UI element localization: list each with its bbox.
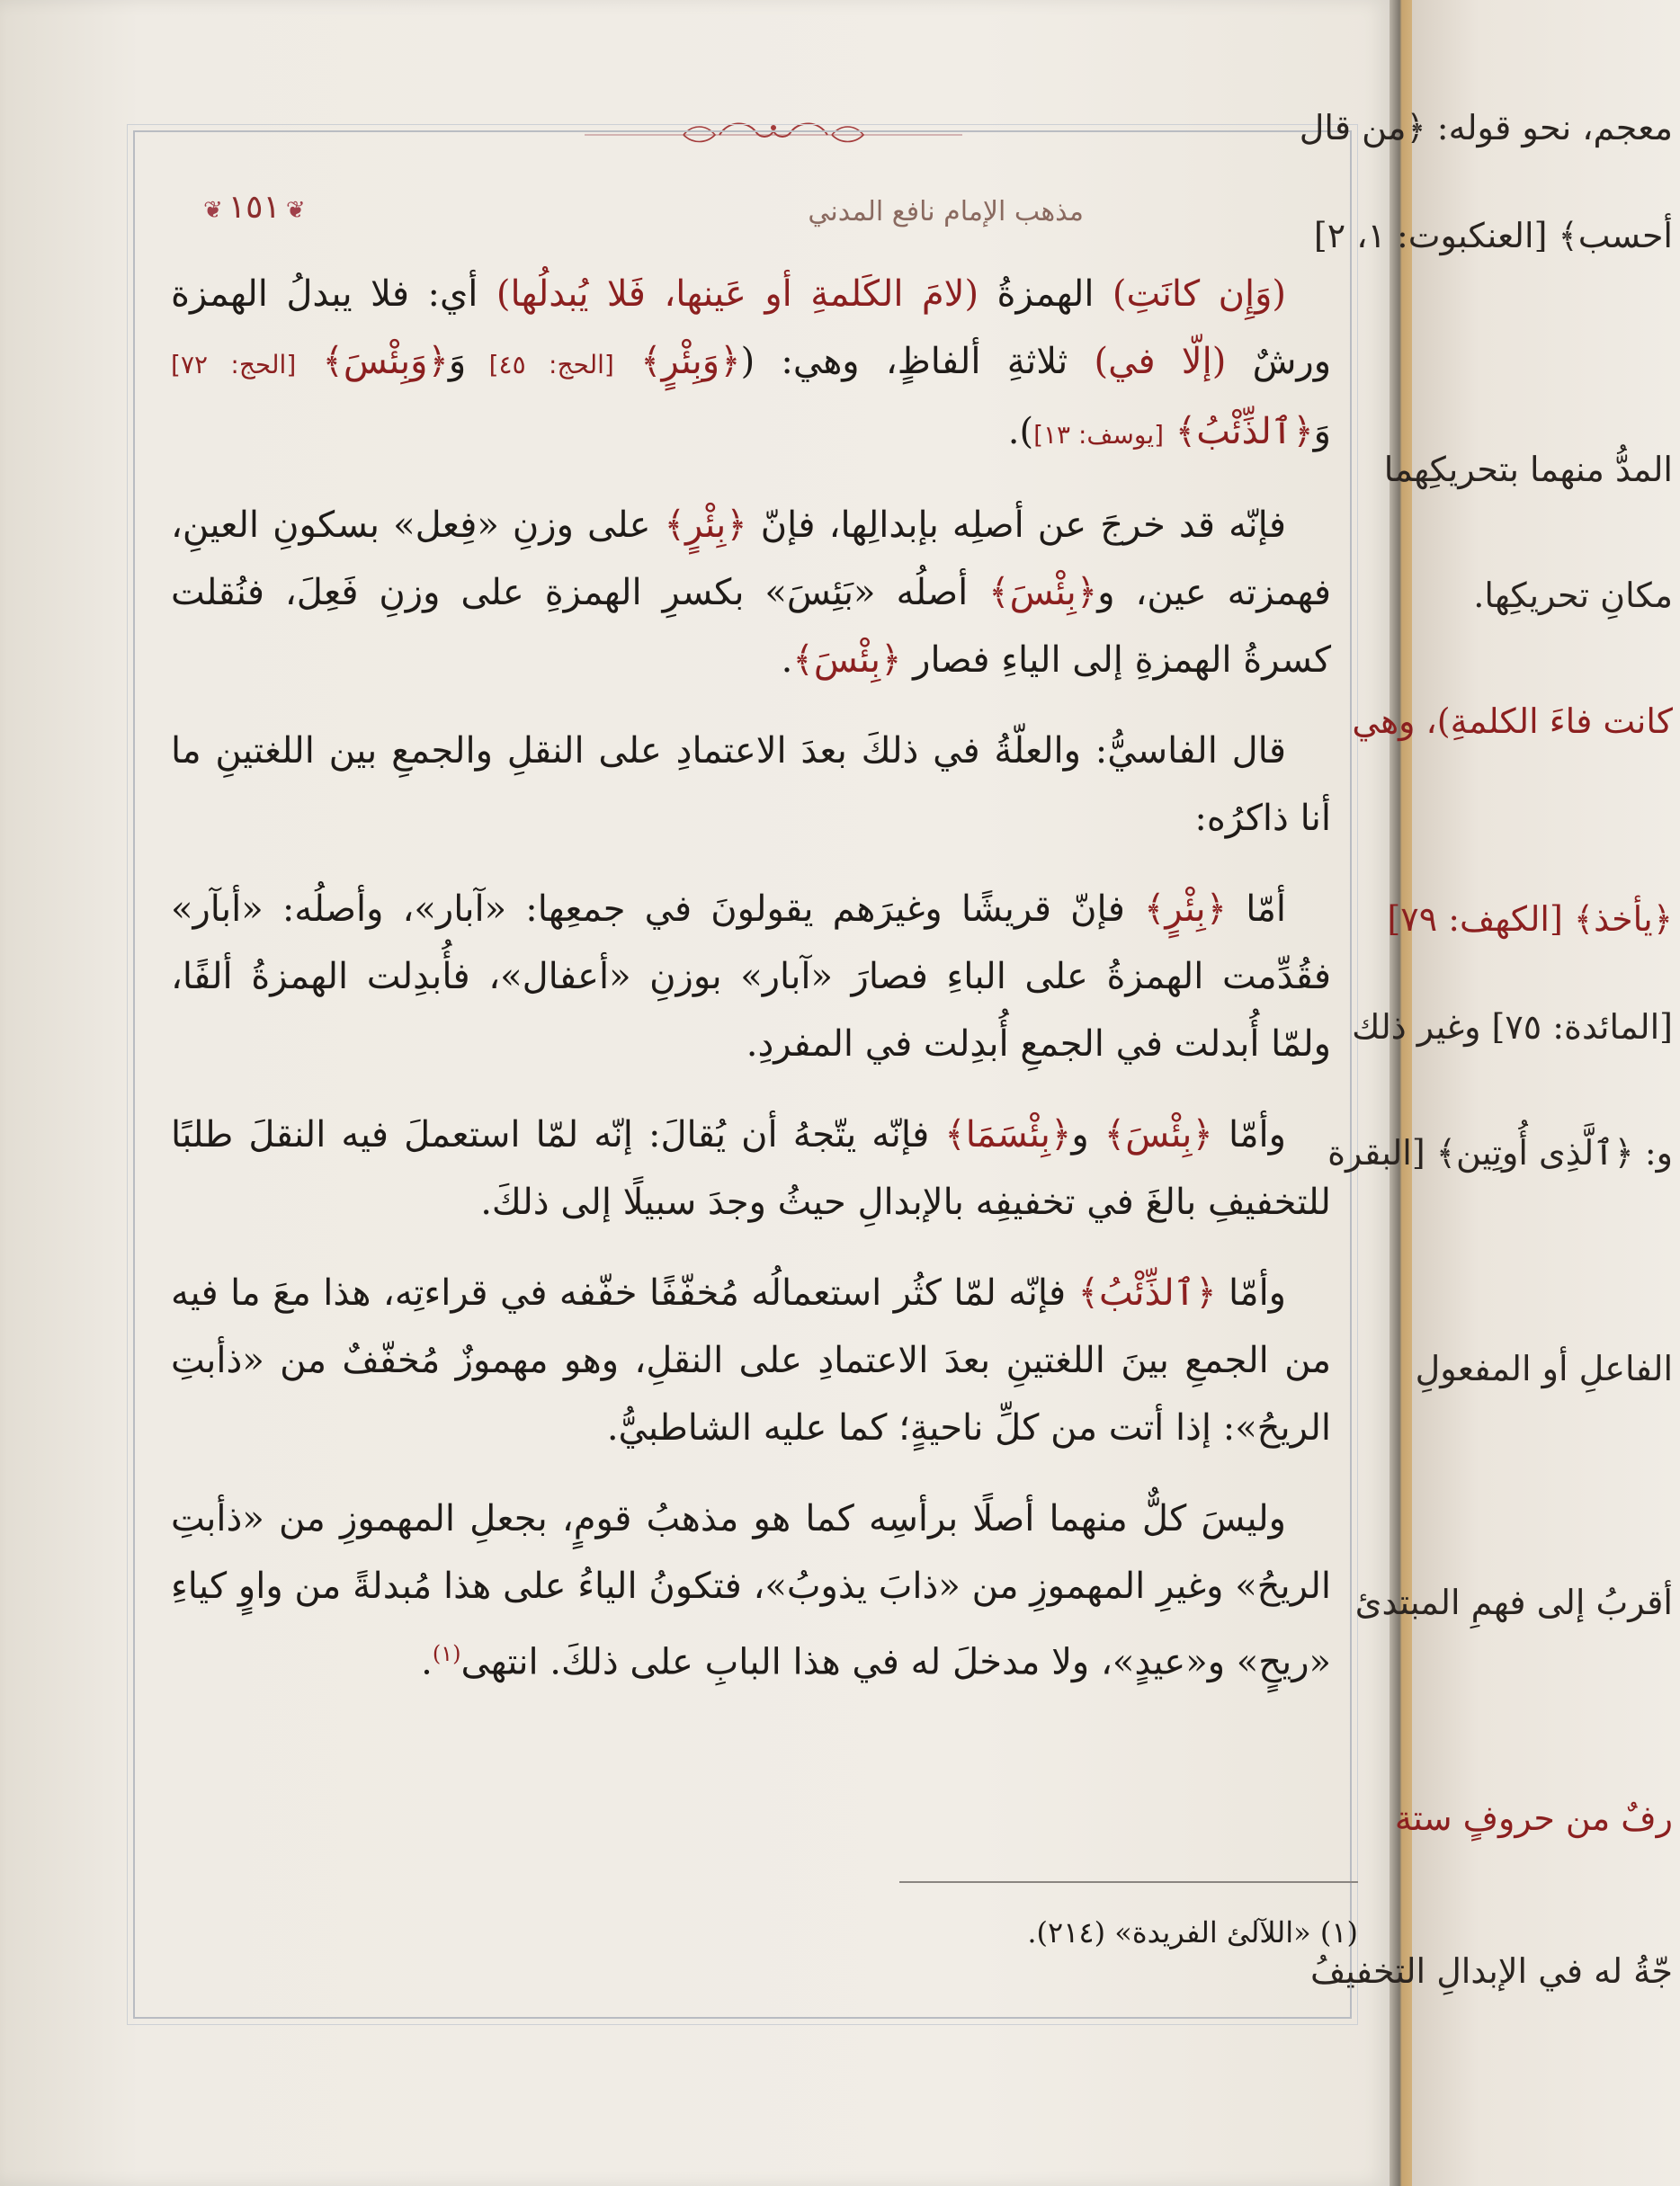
text-segment: ). [1007, 411, 1034, 452]
paragraph [171, 718, 1331, 852]
text-segment: الهمزةُ [979, 273, 1095, 315]
highlighted-text: (إلّا في) [1068, 341, 1227, 382]
paragraph [171, 876, 1331, 1078]
text-segment: قال الفاسيُّ: والعلّةُ في ذلكَ بعدَ الاعتمادِ على النقلِ والجمعِ بين اللغتينِ ما أنا ذاكرُه: [171, 730, 1331, 839]
highlighted-text: ﴿بِئْسَ﴾ [968, 572, 1098, 613]
highlighted-text: ﴿ٱلذِّئْبُ﴾ [1164, 411, 1314, 452]
paragraph [171, 261, 1331, 468]
running-head: مذهب الإمام نافع المدني [808, 196, 1084, 228]
text-segment: على وزنِ «فِعل» بسكونِ العينِ، فهمزته عين، و [171, 504, 1331, 613]
flourish-icon: ❦ [285, 197, 306, 224]
facing-line: [المائدة: ٧٥] وغير ذلك [1352, 1007, 1673, 1047]
facing-line: ﴿يأخذ﴾ [الكهف: ٧٩] [1387, 899, 1673, 939]
facing-line: أحسب﴾ [العنكبوت: ١، ٢] [1313, 216, 1673, 255]
text-segment: وَ [1313, 411, 1331, 452]
text-segment: وليسَ كلٌّ منهما أصلًا برأسِه كما هو مذهبُ قومٍ، بجعلِ المهموزِ من «ذأبتِ الريحُ» وغيرِ المهموزِ من «ذابَ يذوبُ»، فتكونُ الياءُ على هذا مُبدلةً من واوٍ كياءِ «ريحٍ» و«عيدٍ»، ولا مدخلَ له في هذا البابِ على ذلكَ. انتهى [171, 1498, 1331, 1683]
text-segment: . [421, 1641, 433, 1683]
highlighted-text: ﴿بِئْرٍ﴾ [1124, 888, 1228, 930]
verse-reference: [يوسف: ١٣] [1033, 420, 1165, 450]
text-segment: أي: فلا يبدلُ الهمزة ورشٌ [171, 273, 1332, 382]
facing-line: كانت فاءَ الكلمةِ)، وهي [1352, 701, 1673, 741]
text-segment: وأمّا [1216, 1272, 1287, 1314]
facing-line: معجم، نحو قوله: ﴿من قال [1299, 108, 1673, 147]
paragraph [171, 1102, 1331, 1236]
facing-line: مكانِ تحريكِها. [1473, 575, 1673, 615]
page-number: ❦ ١٥١ ❦ [203, 189, 306, 226]
page-header [198, 189, 1084, 243]
footnote-rule [899, 1881, 1358, 1883]
highlighted-text: ﴿بِئْسَ﴾ [792, 639, 902, 681]
highlighted-text: ﴿ٱلذِّئْبُ﴾ [1066, 1272, 1217, 1314]
highlighted-text: (لامَ الكَلمةِ أو عَينها، فَلا يُبدلُها) [478, 273, 979, 315]
footnote-marker: (١) [1319, 1915, 1358, 1950]
text-segment: أمّا [1227, 888, 1286, 930]
highlighted-text: ﴿بِئْرٍ﴾ [650, 504, 747, 546]
facing-line: و: ﴿ٱلَّذِى أُوتِين﴾ [البقرة [1327, 1133, 1673, 1173]
text-segment: فإنّه لمّا كثُر استعمالُه مُخفّفًا خفّفه في قراءتِه، هذا معَ ما فيه من الجمعِ بينَ اللغتينِ بعدَ الاعتمادِ على النقلِ، وهو مهموزٌ مُخفّفٌ من «ذأبتِ الريحُ»: إذا أتت من كلِّ ناحيةٍ؛ كما عليه الشاطبيُّ. [171, 1272, 1331, 1449]
facing-page [1299, 0, 1680, 2186]
facing-line: المدُّ منهما بتحريكِهما [1383, 450, 1673, 489]
facing-line: رفٌ من حروفٍ ستة [1394, 1798, 1673, 1838]
text-segment: وأمّا [1212, 1114, 1286, 1155]
highlighted-text: ﴿بِئْسَمَا﴾ [929, 1114, 1072, 1155]
highlighted-text: ﴿بِئْسَ﴾ [1088, 1114, 1213, 1155]
footnote [180, 1915, 1358, 1950]
verse-reference: [الحج: ٧٢] [171, 350, 297, 379]
facing-line: الفاعلِ أو المفعولِ [1415, 1349, 1673, 1388]
facing-line: أقربُ إلى فهمِ المبتدئ [1354, 1583, 1673, 1622]
text-segment: فإنّه يتّجهُ أن يُقالَ: إنّه لمّا استعملَ فيه النقلَ طلبًا للتخفيفِ بالغَ في تخفيفِه بالإبدالِ حيثُ وجدَ سبيلًا إلى ذلكَ. [171, 1114, 1331, 1223]
footnote-text: «اللآلئ الفريدة» (٢١٤). [1027, 1915, 1311, 1950]
body-text [171, 261, 1331, 1719]
text-segment: و [1071, 1114, 1089, 1155]
text-segment: وَ [448, 341, 467, 382]
book-gutter [1390, 0, 1412, 2186]
facing-line: جّةُ له في الإبدالِ التخفيفُ [1309, 1951, 1673, 1991]
footnote-marker: (١) [432, 1641, 461, 1666]
text-segment: فإنّ قريشًا وغيرَهم يقولونَ في جمعِها: «آبار»، وأصلُه: «أبآر» فقُدِّمت الهمزةُ على الباءِ فصارَ «آبار» بوزنِ «أعفال»، فأُبدِلت الهمزةُ ألفًا، ولمّا أُبدلت في الجمعِ أُبدِلت في المفردِ. [171, 888, 1331, 1065]
paragraph [171, 1486, 1331, 1696]
verse-reference: [الحج: ٤٥] [466, 350, 614, 379]
paragraph [171, 492, 1331, 694]
text-segment: أصلُه «بَئِسَ» بكسرِ الهمزةِ على وزنِ فَعِلَ، فنُقلت كسرةُ الهمزةِ إلى الياءِ فصار [171, 572, 1331, 681]
flourish-icon: ❦ [203, 197, 223, 224]
text-segment: ثلاثةِ ألفاظٍ، وهي: ( [740, 341, 1068, 382]
highlighted-text: ﴿وَبِئْرٍ﴾ [613, 341, 741, 382]
highlighted-text: ﴿وَبِئْسَ﴾ [296, 341, 449, 382]
paragraph [171, 1260, 1331, 1462]
highlighted-text: (وَإِن كانَتِ) [1094, 273, 1286, 315]
text-segment: فإنّه قد خرجَ عن أصلِه بإبدالِها، فإنّ [746, 504, 1286, 546]
text-segment: . [781, 639, 793, 681]
